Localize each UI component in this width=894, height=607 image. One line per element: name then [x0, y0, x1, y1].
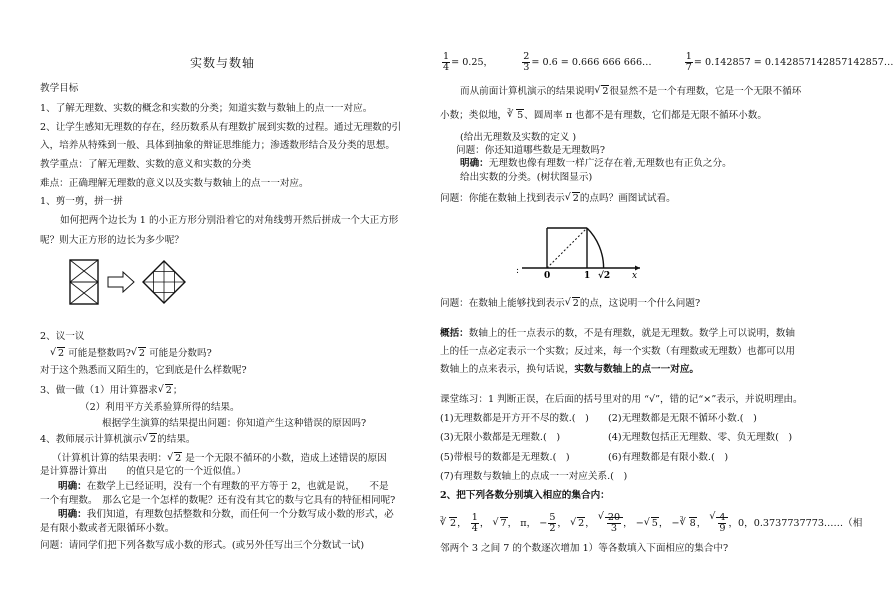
exercise-5: (5)带根号的数都是无理数.( )	[440, 452, 570, 463]
frac2-den: 3	[523, 62, 530, 73]
summary-3	[440, 364, 699, 376]
step-3-line-1: 3、做一做（1）用计算器求√ 2；	[40, 385, 182, 397]
step-2-question-2: 对于这个熟悉而又陌生的，它到底是什么样数呢?	[40, 365, 247, 376]
explanation-2: 一个有理数。 那么它是一个怎样的数呢？还有没有其它的数与它具有的特征相同呢?	[40, 495, 396, 506]
sqrt2-icon: √ 2	[50, 348, 65, 360]
sqrt2-icon: √ 2	[570, 519, 585, 529]
p1a: 而从前面计算机演示的结果说明	[460, 86, 595, 97]
clarify	[460, 158, 732, 170]
q-axis2: 问题：在数轴上能够找到表示	[440, 298, 565, 309]
explanation-4: 是有限小数或者无限循环小数。	[40, 523, 175, 534]
frac1-den: 4	[443, 62, 450, 73]
paragraph-1a	[460, 86, 801, 98]
fraction-examples	[441, 52, 894, 73]
step-2-heading: 2、议一议	[40, 331, 85, 342]
q-axis2-tail: 的点，这说明一个什么问题?	[579, 298, 701, 309]
explanation-1-text: 在数学上已经证明，没有一个有理数的平方等于 2，也就是说， 不是	[86, 481, 389, 492]
summary-2: 上的任一点必定表示一个实数；反过来，每一个实数（有理数或无理数）也都可以用	[440, 346, 795, 357]
neg-cube-root-8: −√ 8 3	[672, 518, 697, 529]
neg-frac-5-2: − $\frac{5}{2}$	[539, 512, 556, 534]
exercise-4: (4)无理数包括正无理数、零、负无理数( )	[608, 432, 793, 443]
exercise-6: (6)有理数都是有限小数.( )	[608, 452, 729, 463]
summary-3b: 实数与数轴上的点一一对应。	[574, 364, 700, 375]
step-3a: 3、做一做（1）用计算器求	[40, 385, 158, 396]
question-axis-2	[440, 298, 700, 310]
axis-label-zero: 0	[544, 271, 551, 281]
number-list: √ 2 3 ， $\frac{1}{4}$ ， √ 7， π， − $\frac{5}{2}$ ， √ 2， √ $\frac{20}{3}$ ， −√ 5， −√ 8 3 ， √ $\frac{4}{9}$ ，0，0.3737737773……（相	[440, 513, 862, 534]
p2b: 、圆周率 π 也都不是有理数，它们都是无限不循环小数。	[524, 110, 767, 121]
square-cut-figure	[68, 258, 193, 308]
objectives-heading: 教学目标	[40, 83, 79, 94]
axis-label-x: x	[632, 271, 638, 281]
diagonal-dashed	[547, 228, 587, 268]
fraction-1-4	[442, 52, 450, 73]
axis-arrow-icon	[635, 266, 640, 271]
classify: 给出实数的分类。(树状图显示)	[460, 172, 593, 183]
frac3-den: 7	[685, 62, 692, 73]
axis-label-sqrt2: √2	[598, 271, 611, 281]
calc-1a: （计算机计算的结果表明：	[52, 453, 168, 464]
definition-note: (给出无理数及实数的定义 )	[460, 132, 577, 143]
step-2-question	[50, 348, 212, 360]
fraction-2-3	[522, 52, 530, 73]
sqrt7-icon: √ 7	[493, 519, 508, 529]
frac2-num: 2	[523, 51, 530, 62]
step-2-q-b: 可能是分数吗?	[149, 348, 212, 359]
explanation-3	[58, 509, 394, 521]
step-4-heading	[40, 434, 196, 446]
step-4-tail: 的结果。	[157, 434, 196, 445]
step-1-question-1: 如何把两个边长为 1 的小正方形分别沿着它的对角线剪开然后拼成一个大正方形	[60, 215, 399, 226]
step-3-line-2: （2）利用平方关系验算所得的结果。	[80, 402, 240, 413]
p2a: 小数；类似地，	[440, 110, 508, 121]
pi-symbol: π	[520, 518, 527, 529]
sqrt2-icon: √ 2	[167, 453, 182, 465]
question-axis	[440, 193, 676, 205]
q-axis: 问题：你能在数轴上找到表示	[440, 193, 565, 204]
step-2-q-a: 可能是整数吗?	[68, 348, 131, 359]
cube-root-2-icon: √ 2 3	[440, 519, 457, 529]
explanation-3-text: 我们知道，有理数包括整数和分数，而任何一个分数写成小数的形式，必	[86, 509, 394, 520]
sqrt2-icon: √ 2	[565, 193, 580, 205]
sqrt-4-9-icon: √ $\frac{4}{9}$	[709, 513, 728, 534]
page-title: 实数与数轴	[190, 56, 256, 70]
paragraph-1b	[440, 110, 767, 122]
neg-sqrt5: −√ 5	[636, 518, 659, 529]
p1b: 很显然不是一个有理数，它是一个无限不循环	[609, 86, 802, 97]
clarify-text: 无理数也像有理数一样广泛存在着,无理数也有正负之分。	[488, 158, 732, 169]
step-4-text: 4、教师展示计算机演示	[40, 434, 143, 445]
number-line-figure	[514, 220, 644, 280]
cube-root-5-icon: √ 5 3	[507, 110, 524, 122]
step-1-heading: 1、剪一剪，拼一拼	[40, 196, 123, 207]
frac1-num: 1	[443, 51, 450, 62]
exercise-2: (2)无理数都是无限不循环小数.( )	[608, 413, 757, 424]
list-tail: ，0，0.3737737773……（相	[728, 518, 863, 529]
frac3-num: 1	[685, 51, 692, 62]
compass-arc	[587, 228, 604, 268]
objective-2a: 2、让学生感知无理数的存在，经历数系从有理数扩展到实数的过程。通过无理数的引	[40, 122, 402, 133]
key-points: 教学重点：了解无理数、实数的意义和实数的分类	[40, 159, 252, 170]
explanation-3-label: 明确：	[58, 509, 87, 520]
sqrt2-icon: √ 2	[131, 348, 146, 360]
clarify-label: 明确：	[460, 158, 489, 169]
question-irrational: 问题：你还知道哪些数是无理数吗?	[456, 145, 606, 156]
frac2-value: = 0.6 = 0.666 666 666…	[531, 57, 652, 68]
exercise-1: (1)无理数都是开方开不尽的数.( )	[440, 413, 589, 424]
step-1-question-2: 呢？则大正方形的边长为多少呢？	[40, 235, 184, 246]
fraction-1-4-item: $\frac{1}{4}$	[471, 512, 478, 534]
summary-label: 概括：	[440, 328, 469, 339]
fraction-1-7	[685, 52, 693, 73]
objective-2b: 入，培养从特殊到一般、具体到抽象的辩证思维能力；渗透数形结合及分类的思想。	[40, 140, 395, 151]
summary-3a: 数轴上的点来表示，换句话说，	[440, 364, 575, 375]
exercise-2-heading: 2、把下列各数分别填入相应的集合内：	[440, 490, 610, 501]
explanation-1	[58, 481, 389, 493]
exercise-heading: 课堂练习：1 判断正误，在后面的括号里对的用 “√”，错的记“×”表示，并说明理由。	[440, 394, 803, 405]
exercise-3: (3)无限小数都是无理数.( )	[440, 432, 561, 443]
explanation-1-label: 明确：	[58, 481, 87, 492]
sqrt2-icon: √ 2	[158, 385, 173, 397]
number-list-2: 邻两个 3 之间 7 的个数逐次增加 1）等各数填入下面相应的集合中?	[440, 543, 729, 554]
calc-line-2: 是计算器计算出 的值只是它的一个近似值。）	[40, 466, 247, 477]
frac1-value: = 0.25，	[451, 57, 494, 68]
sqrt2-icon: √ 2	[142, 434, 157, 446]
left-question: 问题：请同学们把下列各数写成小数的形式。(或另外任写出三个分数试一试)	[40, 540, 365, 551]
exercise-7: (7)有理数与数轴上的点成一一对应关系.( )	[440, 471, 628, 482]
step-3-line-3: 根据学生演算的结果提出问题：你知道产生这种错误的原因吗?	[102, 418, 367, 429]
calc-line-1	[52, 453, 387, 465]
summary-1	[440, 328, 795, 340]
sqrt2-icon: √ 2	[594, 86, 609, 98]
difficulty: 难点：正确理解无理数的意义以及实数与数轴上的点一一对应。	[40, 178, 309, 189]
frac3-value: = 0.1̇42857̇ = 0.142857142857142857…	[693, 57, 894, 68]
axis-colon: :	[516, 266, 520, 276]
objective-1: 1、了解无理数、实数的概念和实数的分类；知道实数与数轴上的点一一对应。	[40, 103, 373, 114]
calc-1b: 是一个无限不循环的小数，造成上述错误的原因	[185, 453, 387, 464]
q-axis-tail: 的点吗？画图试试看。	[579, 193, 676, 204]
sqrt-20-3-icon: √ $\frac{20}{3}$	[598, 513, 623, 534]
arrow-icon	[108, 272, 134, 292]
summary-1-text: 数轴上的任一点表示的数，不是有理数，就是无理数。数学上可以说明，数轴	[468, 328, 795, 339]
axis-label-one: 1	[584, 271, 591, 281]
sqrt2-icon: √ 2	[565, 298, 580, 310]
